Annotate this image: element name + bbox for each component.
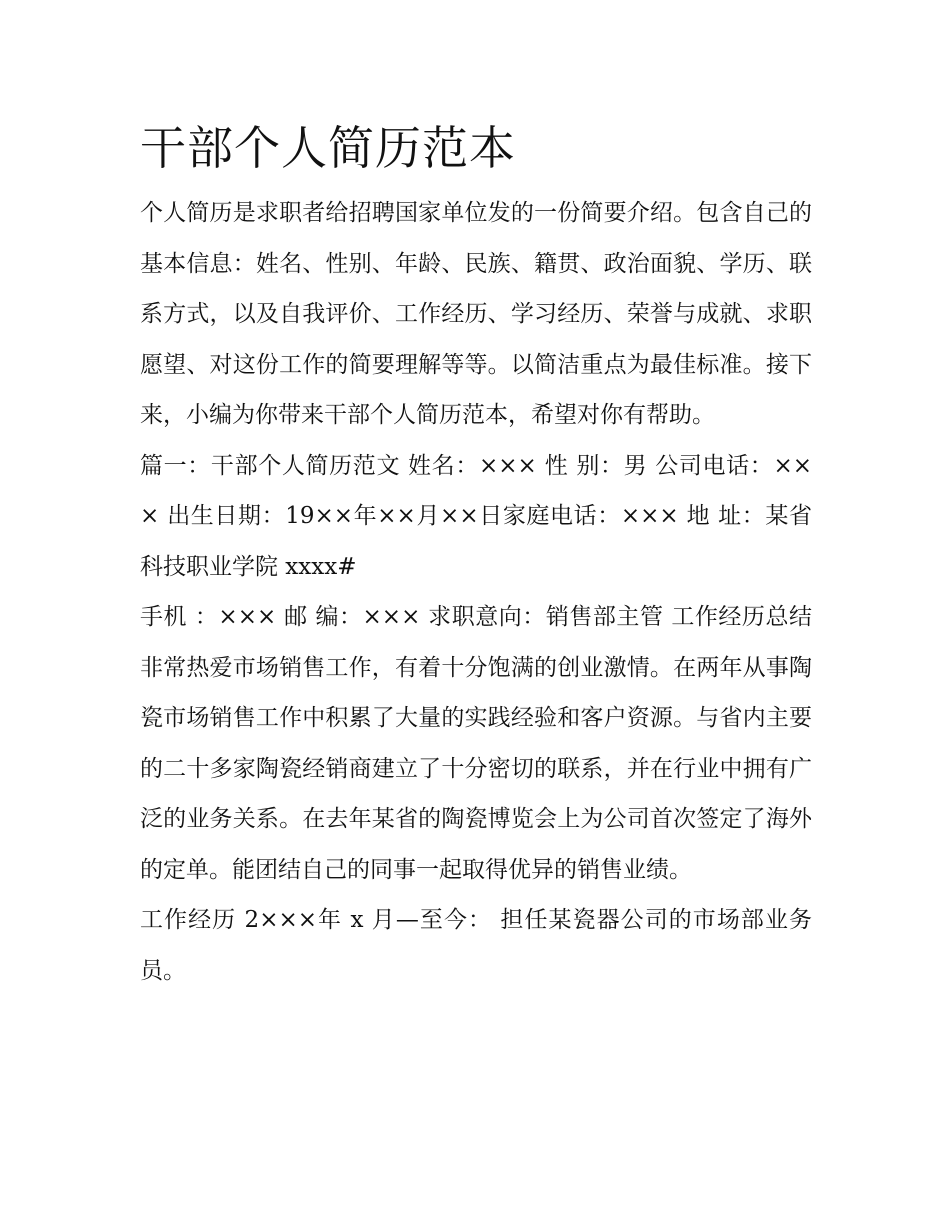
work-experience-paragraph: 工作经历 2×××年 x 月—至今： 担任某瓷器公司的市场部业务员。 <box>140 907 812 984</box>
document-title: 干部个人简历范本 <box>140 121 516 175</box>
work-summary-paragraph: 手机 ：××× 邮 编：××× 求职意向：销售部主管 工作经历总结非常热爱市场销售工作，有着十分饱满的创业激情。在两年从事陶瓷市场销售工作中积累了大量的实践经验和客户资源。与省内主要的二十多家陶瓷经销商建立了十分密切的联系，并在行业中拥有广泛的业务关系。在去年某省的陶瓷博览会上为公司首次签定了海外的定单。能团结自己的同事一起取得优异的销售业绩。 <box>140 604 812 883</box>
intro-paragraph: 个人简历是求职者给招聘国家单位发的一份简要介绍。包含自己的基本信息：姓名、性别、年龄、民族、籍贯、政治面貌、学历、联系方式，以及自我评价、工作经历、学习经历、荣誉与成就、求职愿望、对这份工作的简要理解等等。以简洁重点为最佳标准。接下来，小编为你带来干部个人简历范本，希望对你有帮助。 <box>140 200 812 428</box>
basic-info-paragraph: 篇一：干部个人简历范文 姓名：××× 性 别：男 公司电话：××× 出生日期：19××年××月××日家庭电话：××× 地 址：某省科技职业学院 xxxx# <box>140 452 812 580</box>
document-body <box>140 118 812 996</box>
